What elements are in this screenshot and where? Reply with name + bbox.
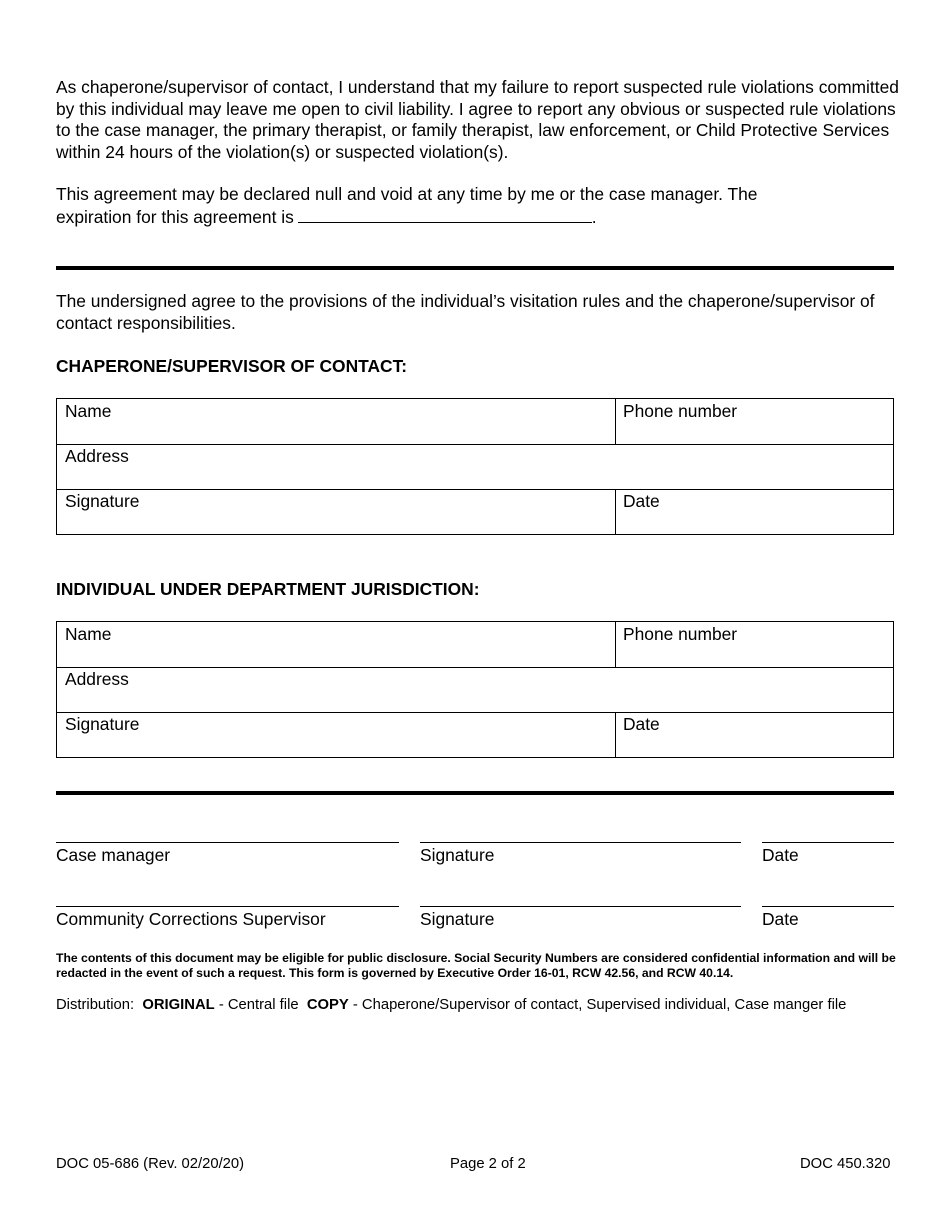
individual-row-signature bbox=[57, 712, 893, 757]
chaperone-phone-field[interactable] bbox=[615, 399, 893, 444]
ccs-date-line[interactable] bbox=[762, 906, 894, 907]
section-divider-bottom bbox=[56, 791, 894, 795]
agreement-line-1: This agreement may be declared null and void at any time by me or the case manager. The bbox=[56, 184, 758, 204]
agreement-line-2: expiration for this agreement is bbox=[56, 206, 294, 227]
chaperone-row-address bbox=[57, 444, 893, 490]
agreement-period: . bbox=[591, 206, 597, 227]
individual-form bbox=[56, 621, 894, 758]
individual-phone-field[interactable] bbox=[615, 622, 893, 667]
chaperone-name-field[interactable] bbox=[57, 399, 616, 444]
chaperone-address-label: Address bbox=[65, 446, 129, 466]
individual-row-address bbox=[57, 667, 893, 713]
chaperone-row-signature bbox=[57, 489, 893, 534]
ccs-date-label: Date bbox=[762, 909, 799, 929]
section-divider-top bbox=[56, 266, 894, 270]
footer-policy-number: DOC 450.320 bbox=[800, 1156, 891, 1172]
distribution-prefix: Distribution: bbox=[56, 997, 135, 1013]
distribution-original-text: - Central file bbox=[218, 997, 299, 1013]
individual-signature-field[interactable] bbox=[57, 712, 616, 757]
chaperone-row-name bbox=[57, 399, 893, 445]
ccs-signature-label: Signature bbox=[420, 909, 495, 929]
individual-name-label: Name bbox=[65, 624, 112, 644]
case-manager-date-label: Date bbox=[762, 845, 799, 865]
individual-section-title: INDIVIDUAL UNDER DEPARTMENT JURISDICTION: bbox=[56, 579, 480, 599]
individual-name-field[interactable] bbox=[57, 622, 616, 667]
chaperone-date-field[interactable] bbox=[615, 489, 893, 534]
case-manager-signature-label: Signature bbox=[420, 845, 495, 865]
case-manager-label: Case manager bbox=[56, 845, 171, 865]
chaperone-section-title: CHAPERONE/SUPERVISOR OF CONTACT: bbox=[56, 356, 408, 376]
individual-phone-label: Phone number bbox=[623, 624, 738, 644]
chaperone-address-field[interactable] bbox=[57, 444, 893, 489]
chaperone-name-label: Name bbox=[65, 401, 112, 421]
liability-paragraph: As chaperone/supervisor of contact, I understand that my failure to report suspected rule violations committed by this individual may leave me open to civil liability. I agree to report any obvious or suspected rule violations to the case manager, the primary therapist, or family therapist, law enforcement, or Child Protective Services within 24 hours of the violation(s) or suspected violation(s). bbox=[56, 77, 899, 162]
expiration-date-blank[interactable] bbox=[298, 206, 592, 223]
chaperone-phone-label: Phone number bbox=[623, 401, 738, 421]
agreement-paragraph bbox=[56, 184, 906, 228]
distribution-original-label: ORIGINAL bbox=[142, 997, 215, 1013]
chaperone-signature-field[interactable] bbox=[57, 489, 616, 534]
individual-row-name bbox=[57, 622, 893, 668]
footer-form-number: DOC 05-686 (Rev. 02/20/20) bbox=[56, 1156, 245, 1172]
individual-date-label: Date bbox=[623, 714, 660, 734]
chaperone-signature-label: Signature bbox=[65, 491, 140, 511]
case-manager-date-line[interactable] bbox=[762, 842, 894, 843]
distribution-copy-text: - Chaperone/Supervisor of contact, Supervised individual, Case manger file bbox=[352, 997, 847, 1013]
distribution-line bbox=[56, 997, 846, 1013]
undersigned-paragraph: The undersigned agree to the provisions of the individual’s visitation rules and the chaperone/supervisor of contact responsibilities. bbox=[56, 291, 875, 333]
footer-page-number: Page 2 of 2 bbox=[450, 1156, 526, 1172]
case-manager-signature-line[interactable] bbox=[420, 842, 741, 843]
chaperone-date-label: Date bbox=[623, 491, 660, 511]
chaperone-form bbox=[56, 398, 894, 535]
individual-signature-label: Signature bbox=[65, 714, 140, 734]
ccs-line[interactable] bbox=[56, 906, 399, 907]
ccs-signature-line[interactable] bbox=[420, 906, 741, 907]
individual-address-label: Address bbox=[65, 669, 129, 689]
individual-address-field[interactable] bbox=[57, 667, 893, 712]
ccs-label: Community Corrections Supervisor bbox=[56, 909, 326, 929]
individual-date-field[interactable] bbox=[615, 712, 893, 757]
distribution-copy-label: COPY bbox=[306, 997, 349, 1013]
disclosure-notice: The contents of this document may be eligible for public disclosure. Social Security Numbers are considered confidential information and will be redacted in the event of such a request. This form is governed by Executive Order 16-01, RCW 42.56, and RCW 40.14. bbox=[56, 951, 896, 980]
case-manager-line[interactable] bbox=[56, 842, 399, 843]
